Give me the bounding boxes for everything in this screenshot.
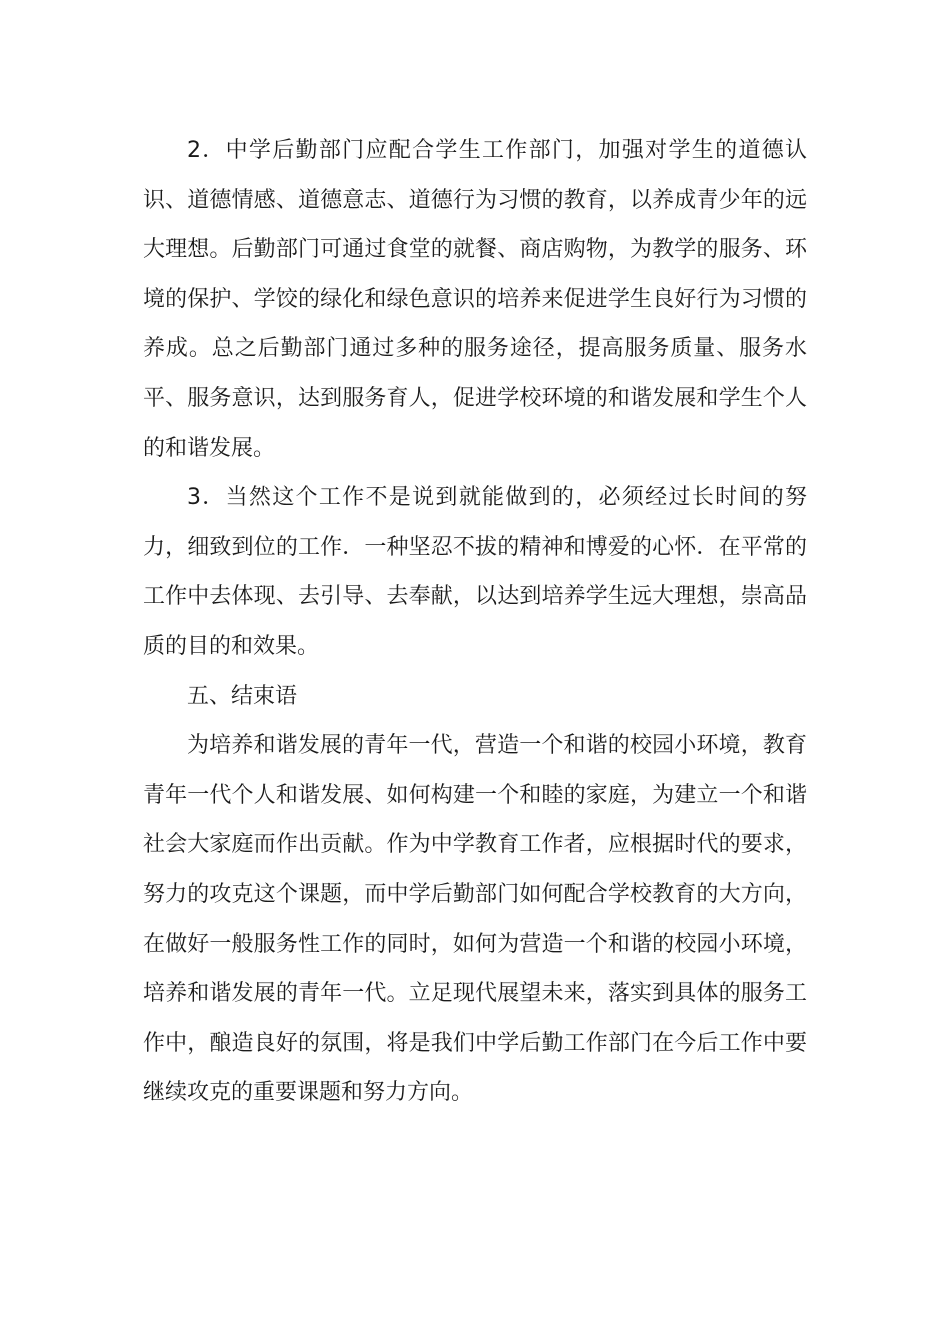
paragraph-logistics-moral-education: 2．中学后勤部门应配合学生工作部门，加强对学生的道德认识、道德情感、道德意志、道德行为习惯的教育，以养成青少年的远大理想。后勤部门可通过食堂的就餐、商店购物，为教学的服务、环境的保护、学饺的绿化和绿色意识的培养来促进学生良好行为习惯的养成。总之后勤部门通过多种的服务途径，提高服务质量、服务水平、服务意识，达到服务育人，促进学校环境的和谐发展和学生个人的和谐发展。 — [143, 138, 807, 461]
document-body — [143, 126, 807, 1118]
paragraph-long-term-effort: 3．当然这个工作不是说到就能做到的，必须经过长时间的努力，细致到位的工作．一种坚忍不拔的精神和博爱的心怀．在平常的工作中去体现、去引导、去奉献，以达到培养学生远大理想，崇高品质的目的和效果。 — [143, 485, 807, 659]
section-heading-conclusion: 五、结束语 — [187, 683, 298, 709]
paragraph-conclusion: 为培养和谐发展的青年一代，营造一个和谐的校园小环境，教育青年一代个人和谐发展、如何构建一个和睦的家庭，为建立一个和谐社会大家庭而作出贡献。作为中学教育工作者，应根据时代的要求，努力的攻克这个课题，而中学后勤部门如何配合学校教育的大方向，在做好一般服务性工作的同时，如何为营造一个和谐的校园小环境，培养和谐发展的青年一代。立足现代展望未来，落实到具体的服务工作中，酿造良好的氛围，将是我们中学后勤工作部门在今后工作中要继续攻克的重要课题和努力方向。 — [143, 733, 807, 1106]
